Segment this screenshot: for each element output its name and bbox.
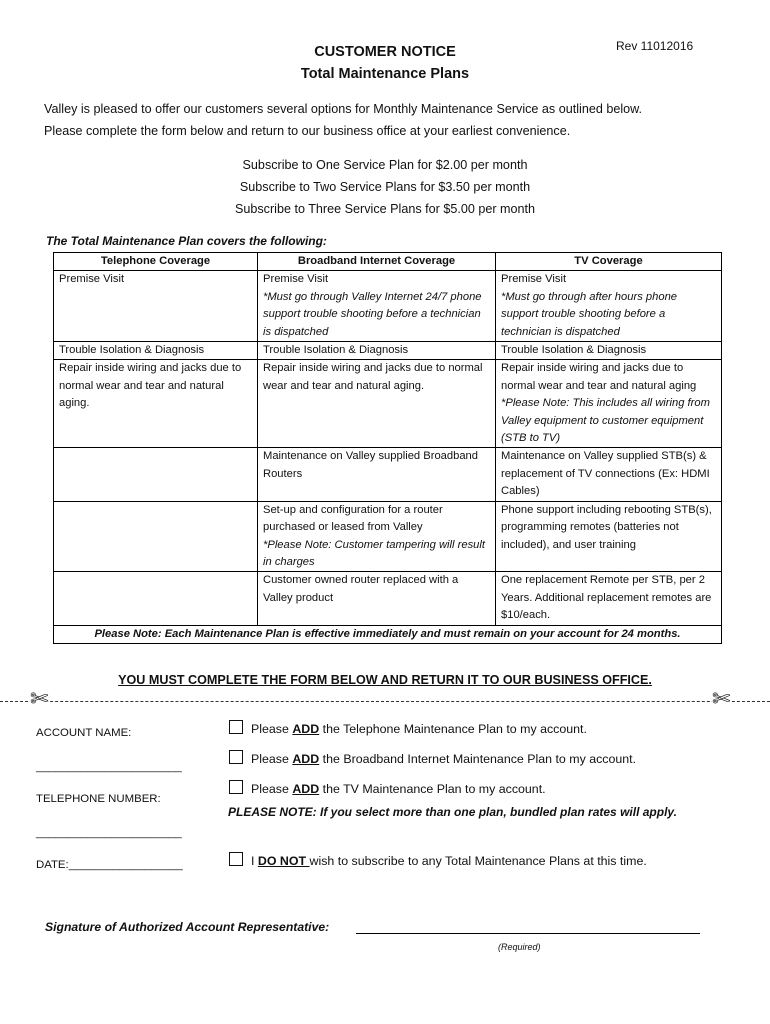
option-text: the TV Maintenance Plan to my account. bbox=[319, 782, 546, 796]
telephone-number-field[interactable]: _______________________ bbox=[36, 827, 182, 839]
required-note: (Required) bbox=[498, 942, 541, 952]
cell-text: Premise Visit bbox=[263, 273, 329, 286]
table-row bbox=[54, 342, 722, 360]
cell-broadband: Trouble Isolation & Diagnosis bbox=[258, 342, 496, 360]
telephone-number-label: TELEPHONE NUMBER: bbox=[36, 793, 161, 805]
column-header-tv: TV Coverage bbox=[496, 253, 722, 271]
cell-tv: One replacement Remote per STB, per 2 Years. Additional replacement remotes are $10/each. bbox=[496, 572, 722, 625]
table-footnote: Please Note: Each Maintenance Plan is effective immediately and must remain on your account for 24 months. bbox=[54, 625, 722, 643]
option-keyword: ADD bbox=[292, 752, 320, 766]
add-telephone-plan-option[interactable] bbox=[229, 720, 587, 736]
cell-note: *Please Note: This includes all wiring from Valley equipment to customer equipment (STB to TV) bbox=[501, 397, 710, 445]
intro-line-1: Valley is pleased to offer our customers several options for Monthly Maintenance Service as outlined below. bbox=[44, 102, 643, 116]
cell-tv bbox=[496, 360, 722, 448]
option-text: wish to subscribe to any Total Maintenance Plans at this time. bbox=[309, 854, 647, 868]
option-keyword: ADD bbox=[292, 722, 320, 736]
checkbox-icon[interactable] bbox=[229, 750, 243, 764]
add-broadband-plan-option[interactable] bbox=[229, 750, 636, 766]
option-text: I bbox=[251, 854, 258, 868]
option-text: Please bbox=[251, 752, 293, 766]
option-text: the Broadband Internet Maintenance Plan to my account. bbox=[319, 752, 637, 766]
scissors-icon: ✄ bbox=[712, 686, 731, 711]
decline-plans-option[interactable] bbox=[229, 852, 647, 868]
column-header-broadband: Broadband Internet Coverage bbox=[258, 253, 496, 271]
scissors-icon: ✄ bbox=[30, 686, 49, 711]
option-keyword: DO NOT bbox=[257, 854, 310, 868]
checkbox-icon[interactable] bbox=[229, 780, 243, 794]
cell-note: *Please Note: Customer tampering will result in charges bbox=[263, 538, 485, 568]
option-text: the Telephone Maintenance Plan to my account. bbox=[319, 722, 587, 736]
option-text: Please bbox=[251, 782, 293, 796]
intro-line-2: Please complete the form below and return to our business office at your earliest convenience. bbox=[44, 124, 571, 138]
cell-tv: Maintenance on Valley supplied STB(s) & replacement of TV connections (Ex: HDMI Cables) bbox=[496, 448, 722, 501]
cell-broadband bbox=[258, 271, 496, 342]
price-two-plans: Subscribe to Two Service Plans for $3.50 per month bbox=[239, 180, 531, 194]
notice-subtitle: Total Maintenance Plans bbox=[300, 66, 470, 82]
cell-tv bbox=[496, 271, 722, 342]
table-footnote-row bbox=[54, 625, 722, 643]
table-row bbox=[54, 360, 722, 448]
cell-telephone bbox=[54, 448, 258, 501]
revision-number: Rev 11012016 bbox=[616, 39, 694, 53]
coverage-header-row bbox=[54, 253, 722, 271]
account-name-label: ACCOUNT NAME: bbox=[36, 727, 132, 739]
cell-text: Repair inside wiring and jacks due to normal wear and tear and natural aging bbox=[501, 362, 697, 392]
option-text: Please bbox=[251, 722, 293, 736]
cell-text: Premise Visit bbox=[501, 273, 567, 286]
must-complete-notice: YOU MUST COMPLETE THE FORM BELOW AND RETURN IT TO OUR BUSINESS OFFICE. bbox=[118, 673, 652, 687]
option-keyword: ADD bbox=[292, 782, 320, 796]
table-row bbox=[54, 572, 722, 625]
cell-tv: Trouble Isolation & Diagnosis bbox=[496, 342, 722, 360]
coverage-heading: The Total Maintenance Plan covers the following: bbox=[46, 234, 327, 248]
cell-broadband: Customer owned router replaced with a Valley product bbox=[258, 572, 496, 625]
price-one-plan: Subscribe to One Service Plan for $2.00 per month bbox=[242, 158, 528, 172]
cell-note: *Must go through after hours phone support trouble shooting before a technician is dispatched bbox=[501, 290, 678, 338]
price-three-plans: Subscribe to Three Service Plans for $5.00 per month bbox=[234, 202, 536, 216]
cell-broadband bbox=[258, 501, 496, 572]
cell-telephone: Repair inside wiring and jacks due to normal wear and tear and natural aging. bbox=[54, 360, 258, 448]
cell-telephone bbox=[54, 271, 258, 342]
column-header-telephone: Telephone Coverage bbox=[54, 253, 258, 271]
checkbox-icon[interactable] bbox=[229, 852, 243, 866]
account-name-field[interactable]: _______________________ bbox=[36, 761, 182, 773]
signature-label: Signature of Authorized Account Representative: bbox=[45, 920, 330, 934]
date-field[interactable]: DATE:__________________ bbox=[36, 859, 183, 871]
signature-field[interactable] bbox=[356, 933, 700, 934]
cell-broadband: Repair inside wiring and jacks due to normal wear and tear and natural aging. bbox=[258, 360, 496, 448]
notice-title: CUSTOMER NOTICE bbox=[314, 44, 456, 60]
cut-line bbox=[0, 701, 770, 703]
table-row bbox=[54, 501, 722, 572]
bundle-rate-note: PLEASE NOTE: If you select more than one plan, bundled plan rates will apply. bbox=[228, 805, 677, 819]
cell-telephone bbox=[54, 572, 258, 625]
cell-note: *Must go through Valley Internet 24/7 phone support trouble shooting before a technician is dispatched bbox=[263, 290, 482, 338]
cell-tv: Phone support including rebooting STB(s), programming remotes (batteries not included), and user training bbox=[496, 501, 722, 572]
checkbox-icon[interactable] bbox=[229, 720, 243, 734]
cell-text: Set-up and configuration for a router purchased or leased from Valley bbox=[263, 503, 443, 534]
cell-telephone bbox=[54, 501, 258, 572]
cell-telephone: Trouble Isolation & Diagnosis bbox=[54, 342, 258, 360]
add-tv-plan-option[interactable] bbox=[229, 780, 546, 796]
cell-text: Premise Visit bbox=[59, 273, 125, 286]
coverage-table bbox=[53, 252, 722, 644]
cell-broadband: Maintenance on Valley supplied Broadband Routers bbox=[258, 448, 496, 501]
table-row bbox=[54, 271, 722, 342]
table-row bbox=[54, 448, 722, 501]
